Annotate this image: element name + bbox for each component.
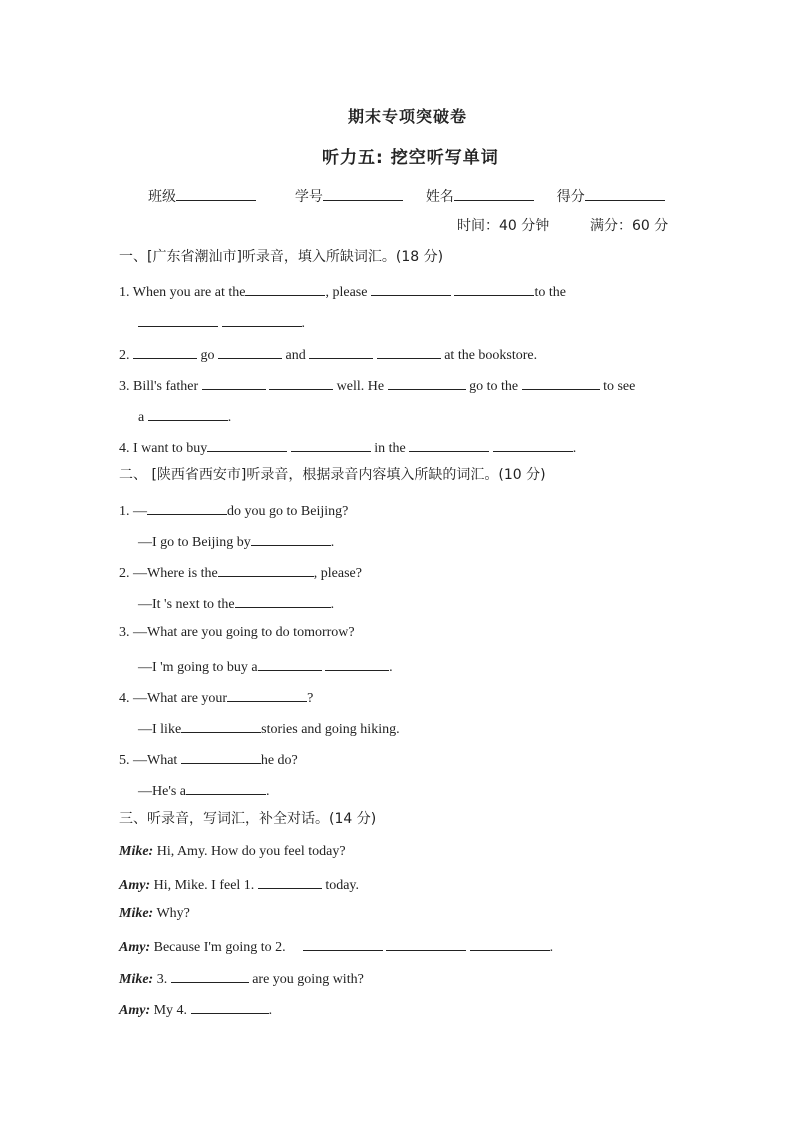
s2-q5-answer: —He's a .: [138, 780, 270, 801]
answer-blank[interactable]: [227, 687, 307, 702]
score-blank[interactable]: [585, 186, 665, 201]
answer-blank[interactable]: [218, 562, 314, 577]
speaker-label: Mike:: [119, 972, 154, 987]
dialogue-line-1: [119, 843, 346, 861]
speaker-label: Mike:: [119, 844, 154, 859]
s1-q3-text-b: well. He: [336, 379, 385, 394]
answer-blank[interactable]: [202, 375, 266, 390]
dialogue-text: Because I'm going to 2.: [153, 940, 286, 955]
dialogue-line-4: Amy: Because I'm going to 2. .: [119, 936, 553, 957]
s1-q1-line2: .: [138, 312, 305, 333]
section-2-heading: 二、 [陕西省西安市]听录音，根据录音内容填入所缺的词汇。(10 分): [119, 467, 546, 483]
dialogue-line-2: [119, 874, 359, 895]
s1-q4: 4. I want to buy in the .: [119, 437, 576, 458]
full-score: 满分：60 分: [590, 218, 669, 234]
s2-q5-text-c: —He's a: [138, 784, 187, 799]
speaker-label: Mike:: [119, 906, 154, 921]
answer-blank[interactable]: [147, 500, 227, 515]
answer-blank[interactable]: [181, 718, 261, 733]
answer-blank[interactable]: [191, 999, 269, 1014]
s2-q1-text-c: —I go to Beijing by: [138, 535, 251, 550]
s2-q2-question: [119, 562, 362, 583]
class-label: 班级: [148, 189, 176, 205]
s2-q4-answer: [138, 718, 400, 739]
info-fields-row: [148, 186, 665, 206]
answer-blank[interactable]: [186, 780, 266, 795]
answer-blank[interactable]: [207, 437, 287, 452]
speaker-label: Amy:: [119, 878, 151, 893]
answer-blank[interactable]: [409, 437, 489, 452]
s2-q5-text-b: he do?: [260, 753, 298, 768]
s2-q2-text-b: , please?: [313, 566, 362, 581]
s1-q1-text-a: 1. When you are at the: [119, 285, 246, 300]
answer-blank[interactable]: [371, 281, 451, 296]
dialogue-text: Why?: [156, 906, 190, 921]
s2-q2-text-a: 2. —Where is the: [119, 566, 218, 581]
s1-q2-text-d: at the bookstore.: [444, 348, 538, 363]
s2-q4-text-a: 4. —What are your: [119, 691, 228, 706]
answer-blank[interactable]: [245, 281, 325, 296]
dialogue-line-6: Amy: My 4. .: [119, 999, 272, 1020]
s1-q1-text-b: , please: [325, 285, 368, 300]
class-blank[interactable]: [176, 186, 256, 201]
answer-blank[interactable]: [258, 874, 322, 889]
s1-q3-text-c: go to the: [469, 379, 519, 394]
answer-blank[interactable]: [493, 437, 573, 452]
s1-q1-text-c: to the: [534, 285, 566, 300]
s2-q4-text-b: ?: [307, 691, 314, 706]
answer-blank[interactable]: [291, 437, 371, 452]
student-no-label: 学号: [294, 189, 323, 205]
s2-q1-text-a: 1. —: [119, 504, 147, 519]
s2-q4-text-c: —I like: [138, 722, 182, 737]
s1-q4-text-a: 4. I want to buy: [119, 441, 208, 456]
s2-q1-answer: —I go to Beijing by .: [138, 531, 334, 552]
dialogue-text: My 4.: [153, 1003, 188, 1018]
dialogue-text-end: today.: [325, 878, 360, 893]
section-1-heading: 一、[广东省潮汕市]听录音，填入所缺词汇。(18 分): [119, 249, 444, 265]
name-blank[interactable]: [454, 186, 534, 201]
s1-q4-text-b: in the: [374, 441, 406, 456]
s2-q4-text-d: stories and going hiking.: [261, 722, 400, 737]
s1-q2-text-c: and: [285, 348, 306, 363]
s2-q3-question: 3. —What are you going to do tomorrow?: [119, 625, 355, 640]
speaker-label: Amy:: [119, 940, 151, 955]
s2-q4-question: [119, 687, 313, 708]
s2-q5-text-a: 5. —What: [119, 753, 178, 768]
s2-q2-text-c: —It 's next to the: [138, 597, 235, 612]
answer-blank[interactable]: [269, 375, 333, 390]
answer-blank[interactable]: [258, 656, 322, 671]
s2-q1-text-b: do you go to Beijing?: [227, 504, 349, 519]
s2-q1-question: [119, 500, 348, 521]
answer-blank[interactable]: [325, 656, 389, 671]
name-label: 姓名: [425, 189, 454, 205]
answer-blank[interactable]: [171, 968, 249, 983]
time-limit: 时间：40 分钟: [457, 218, 550, 234]
answer-blank[interactable]: [470, 936, 550, 951]
s1-q2-text-b: go: [200, 348, 215, 363]
speaker-label: Amy:: [119, 1003, 151, 1018]
s1-q3-text-a: 3. Bill's father: [119, 379, 199, 394]
score-label: 得分: [556, 189, 585, 205]
s1-q2: [119, 344, 537, 365]
s2-q3-answer: —I 'm going to buy a .: [138, 656, 393, 677]
answer-blank[interactable]: [454, 281, 534, 296]
dialogue-text: 3.: [156, 972, 168, 987]
answer-blank[interactable]: [218, 344, 282, 359]
s2-q3-text-b: —I 'm going to buy a: [138, 660, 258, 675]
page-title: 期末专项突破卷: [348, 107, 468, 126]
page-subtitle: 听力五: 挖空听写单词: [322, 148, 499, 168]
student-no-blank[interactable]: [323, 186, 403, 201]
answer-blank[interactable]: [251, 531, 331, 546]
answer-blank[interactable]: [303, 936, 383, 951]
answer-blank[interactable]: [133, 344, 197, 359]
answer-blank[interactable]: [309, 344, 373, 359]
s2-q5-question: [119, 749, 298, 770]
s1-q1-line1: [119, 281, 566, 302]
dialogue-line-3: [119, 905, 190, 923]
s1-q3-line1: [119, 375, 635, 396]
answer-blank[interactable]: [148, 406, 228, 421]
s1-q3-text-e: a: [138, 410, 145, 425]
dialogue-text-end: are you going with?: [252, 972, 364, 987]
answer-blank[interactable]: [138, 312, 218, 327]
s1-q2-text-a: 2.: [119, 348, 130, 363]
answer-blank[interactable]: [222, 312, 302, 327]
section-3-heading: 三、听录音，写词汇，补全对话。(14 分): [119, 811, 377, 827]
dialogue-line-5: [119, 968, 364, 989]
s2-q2-answer: —It 's next to the .: [138, 593, 334, 614]
dialogue-text: Hi, Amy. How do you feel today?: [156, 844, 346, 859]
answer-blank[interactable]: [377, 344, 441, 359]
answer-blank[interactable]: [181, 749, 261, 764]
s1-q3-line2: a .: [138, 406, 231, 427]
answer-blank[interactable]: [388, 375, 466, 390]
dialogue-text: Hi, Mike. I feel 1.: [153, 878, 255, 893]
s1-q3-text-d: to see: [603, 379, 636, 394]
answer-blank[interactable]: [522, 375, 600, 390]
answer-blank[interactable]: [235, 593, 331, 608]
answer-blank[interactable]: [386, 936, 466, 951]
